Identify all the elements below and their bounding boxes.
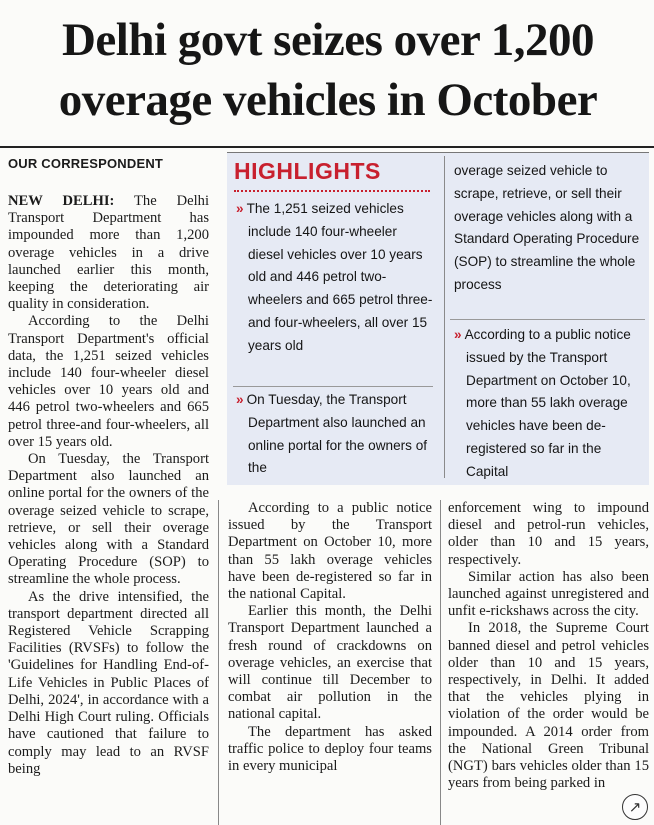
article-column-1 <box>8 193 209 778</box>
article-column-2 <box>228 500 432 775</box>
byline: OUR CORRESPONDENT <box>8 156 164 171</box>
highlights-column-divider <box>444 156 445 478</box>
bullet-icon: » <box>454 327 462 342</box>
highlight-item-continued <box>454 160 644 297</box>
column-rule <box>440 500 441 825</box>
bullet-icon: » <box>236 201 244 216</box>
bullet-icon: » <box>236 392 244 407</box>
share-icon[interactable]: ↗ <box>622 794 648 820</box>
highlight-item <box>454 324 644 484</box>
highlights-title: HIGHLIGHTS <box>234 158 381 184</box>
lead-text: The Delhi Transport Department has impounded more than 1,200 overage vehicles in a drive launched earlier this month, keeping the deteriorating air quality in consideration. <box>8 193 209 313</box>
article-paragraph: Earlier this month, the Delhi Transport Department launched a fresh round of crackdowns on overage vehicles, an exercise that will continue till December to combat air pollution in the national capital. <box>228 603 432 723</box>
highlight-text: overage seized vehicle to scrape, retrieve, or sell their overage vehicles along with a Standard Operating Procedure (SOP) to streamline the whole process <box>454 163 640 292</box>
article-paragraph: According to a public notice issued by the Transport Department on October 10, more than 55 lakh overage vehicles have been de-registered so far in the national Capital. <box>228 500 432 603</box>
highlight-item <box>236 389 436 480</box>
article-paragraph: As the drive intensified, the transport department directed all Registered Vehicle Scrapping Facilities (RVSFs) to follow the 'Guidelines for Handling End-of-Life Vehicles in Public Places of Delhi, 2024', in accordance with a Delhi High Court ruling. Officials have cautioned that failure to comply may lead to an RVSF being <box>8 588 209 777</box>
headline: Delhi govt seizes over 1,200 overage vehicles in October <box>58 14 598 126</box>
article-paragraph <box>8 193 209 313</box>
article-paragraph: On Tuesday, the Transport Department also launched an online portal for the owners of the overage seized vehicle to scrape, retrieve, or sell their overage vehicles along with a Standard Operating Procedure (SOP) to streamline the whole process. <box>8 451 209 588</box>
article-paragraph: In 2018, the Supreme Court banned diesel and petrol vehicles older than 10 and 15 years, respectively, in Delhi. It added that the vehicles plying in violation of the order would be impounded. A 2014 order from the National Green Tribunal (NGT) bars vehicles older than 15 years from being parked in <box>448 620 649 792</box>
highlight-text: According to a public notice issued by the Transport Department on October 10, more than 55 lakh overage vehicles have been de-registered so far in the Capital <box>464 327 631 479</box>
highlight-separator <box>450 319 645 320</box>
highlight-item <box>236 198 436 358</box>
dateline: NEW DELHI: <box>8 193 115 209</box>
highlight-separator <box>233 386 433 387</box>
column-rule <box>218 500 219 825</box>
highlight-text: On Tuesday, the Transport Department also launched an online portal for the owners of the <box>246 392 428 476</box>
highlight-text: The 1,251 seized vehicles include 140 four-wheeler diesel vehicles over 10 years old and 446 petrol two-wheelers and 665 petrol three- and four-wheelers, all over 15 years old <box>246 201 433 353</box>
article-paragraph: Similar action has also been launched against unregistered and unfit e-rickshaws across the city. <box>448 568 649 620</box>
article-paragraph: According to the Delhi Transport Department's official data, the 1,251 seized vehicles include 140 four-wheeler diesel vehicles over 10 years old and 446 petrol two-wheelers and 665 petrol three-and four-wheelers, all over 15 years old. <box>8 313 209 450</box>
article-paragraph: enforcement wing to impound diesel and petrol-run vehicles, older than 10 and 15 years, respectively. <box>448 500 649 568</box>
highlights-dotted-rule <box>234 190 430 192</box>
top-rule <box>0 146 654 148</box>
article-column-3 <box>448 500 649 792</box>
article-paragraph: The department has asked traffic police to deploy four teams in every municipal <box>228 723 432 775</box>
